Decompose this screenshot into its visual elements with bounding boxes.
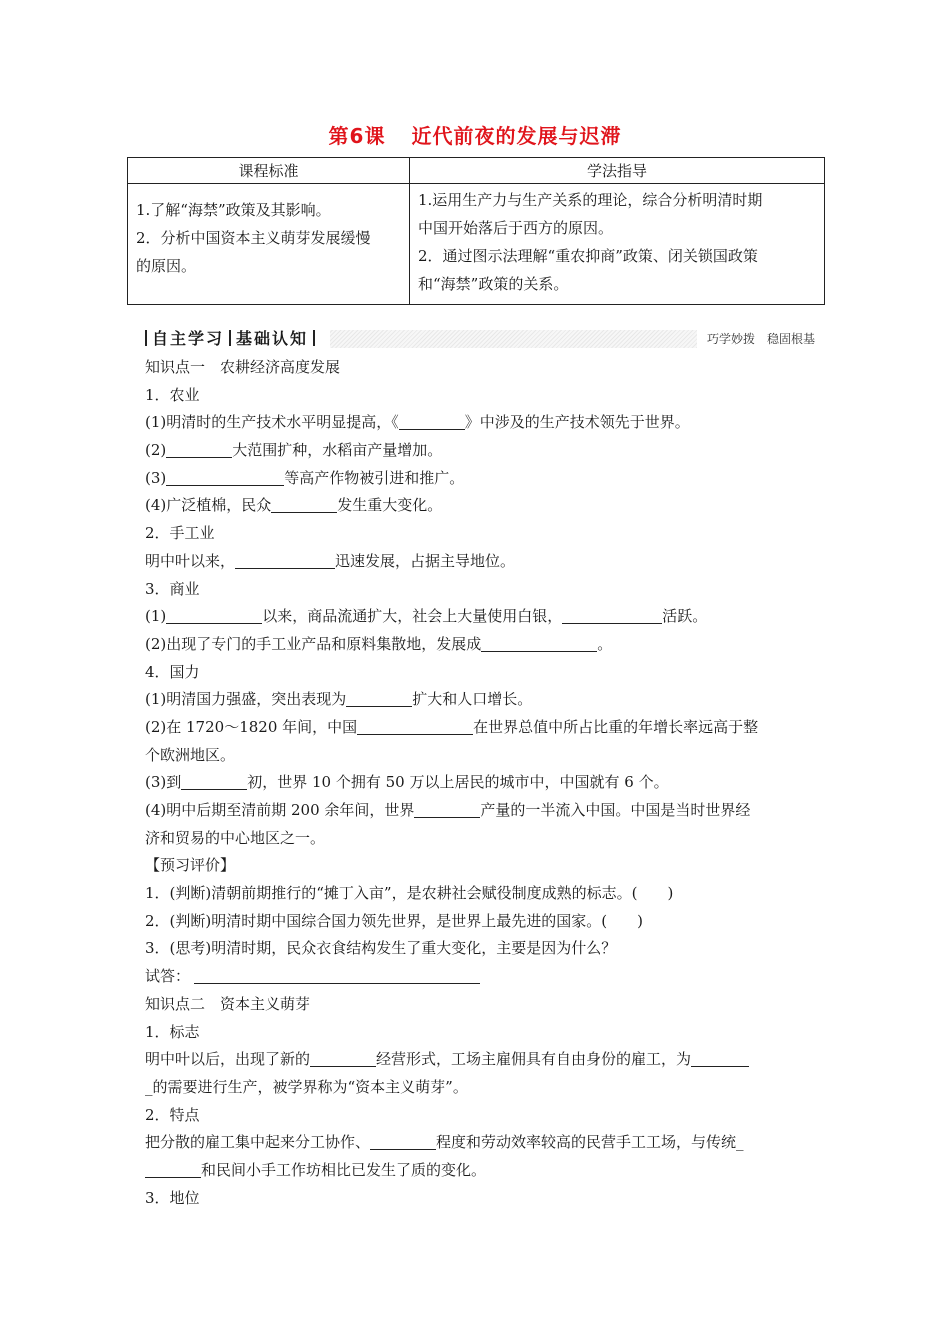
text-line: (2)在 1720～1820 年间，中国 在世界总值中所占比重的年增长率远高于整 [145,717,759,736]
section-heading: 2．手工业 [145,524,215,543]
content-body [145,354,815,1212]
answer-line: 试答： [145,963,815,991]
standards-cell [128,184,410,305]
fill-blank[interactable] [166,469,284,486]
lesson-name: 近代前夜的发展与迟滞 [411,124,622,148]
guidance-line: 1.运用生产力与生产关系的理论，综合分析明清时期 [418,191,763,209]
question-line: 1．(判断)清朝前期推行的“摊丁入亩”，是农耕社会赋役制度成熟的标志。( ) [145,884,674,903]
guidance-line: 2．通过图示法理解“重农抑商”政策、闭关锁国政策 [418,247,758,265]
fill-blank[interactable] [235,552,335,569]
section-heading: 2．特点 [145,1105,200,1124]
section-heading: 4．国力 [145,662,200,681]
text-line: 济和贸易的中心地区之一。 [145,828,326,847]
text-line: _的需要进行生产，被学界称为“资本主义萌芽”。 [145,1077,468,1096]
lesson-title [0,120,950,149]
section-heading: 1．农业 [145,385,200,404]
knowledge-point-heading: 知识点二 资本主义萌芽 [145,994,311,1013]
knowledge-point-heading: 知识点一 农耕经济高度发展 [145,358,341,376]
text-line: (3)到 初，世界 10 个拥有 50 万以上居民的城市中，中国就有 6 个。 [145,773,669,792]
fill-blank[interactable] [399,413,465,430]
fill-blank[interactable] [166,441,232,458]
text-line: (3) 等高产作物被引进和推广。 [145,468,465,487]
fill-blank[interactable] [414,801,480,818]
text-line: (4)广泛植棉，民众 发生重大变化。 [145,496,443,515]
fill-blank[interactable] [562,607,662,624]
text-line: (2) 大范围扩种，水稻亩产量增加。 [145,441,443,460]
guidance-cell [410,184,825,305]
text-line: (1)明清时的生产技术水平明显提高，《 》中涉及的生产技术领先于世界。 [145,413,690,432]
text-line: (1) 以来，商品流通扩大，社会上大量使用白银， 活跃。 [145,607,708,626]
banner-tagline: 巧学妙拨 稳固根基 [697,330,815,348]
header-guidance: 学法指导 [410,158,825,184]
guidance-line: 中国开始落后于西方的原因。 [418,219,614,237]
section-heading: 3．商业 [145,579,200,598]
text-line: 个欧洲地区。 [145,745,236,764]
section-banner [145,330,815,348]
fill-blank[interactable] [310,1050,376,1067]
lesson-number: 第6课 [328,124,386,148]
fill-blank[interactable] [357,718,473,735]
standard-line: 的原因。 [136,257,197,275]
answer-blank[interactable] [194,966,480,984]
fill-blank[interactable] [370,1133,436,1150]
standard-line: 1.了解“海禁”政策及其影响。 [136,201,331,219]
banner-basics: 基础认知 [236,329,309,348]
text-line: (2)出现了专门的手工业产品和原料集散地，发展成 。 [145,634,613,653]
banner-self-study: 自主学习 [152,329,225,348]
question-line: 3．(思考)明清时期，民众衣食结构发生了重大变化，主要是因为什么？ [145,939,617,958]
section-heading: 3．地位 [145,1188,200,1207]
text-line: 把分散的雇工集中起来分工协作、 程度和劳动效率较高的民营手工工场，与传统_ [145,1133,744,1152]
fill-blank[interactable] [346,690,412,707]
header-standards: 课程标准 [128,158,410,184]
guidance-line: 和“海禁”政策的关系。 [418,275,569,293]
banner-heading [145,328,330,350]
text-line: 和民间小手工作坊相比已发生了质的变化。 [145,1157,815,1185]
fill-blank[interactable] [181,773,247,790]
standard-line: 2．分析中国资本主义萌芽发展缓慢 [136,229,371,247]
text-line: 明中叶以后，出现了新的 经营形式，工场主雇佣具有自由身份的雇工，为 [145,1046,815,1074]
fill-blank[interactable] [145,1161,201,1178]
section-heading: 1．标志 [145,1022,200,1041]
preview-eval-heading: 【预习评价】 [145,856,236,875]
text-line: (1)明清国力强盛，突出表现为 扩大和人口增长。 [145,690,533,709]
text-line: 明中叶以来， 迅速发展，占据主导地位。 [145,551,516,570]
fill-blank[interactable] [271,496,337,513]
text-line: (4)明中后期至清前期 200 余年间，世界 产量的一半流入中国。中国是当时世界经 [145,801,751,819]
question-line: 2．(判断)明清时期中国综合国力领先世界，是世界上最先进的国家。( ) [145,911,643,930]
curriculum-table [127,157,825,305]
fill-blank[interactable] [691,1050,749,1067]
fill-blank[interactable] [166,607,262,624]
fill-blank[interactable] [481,635,597,652]
